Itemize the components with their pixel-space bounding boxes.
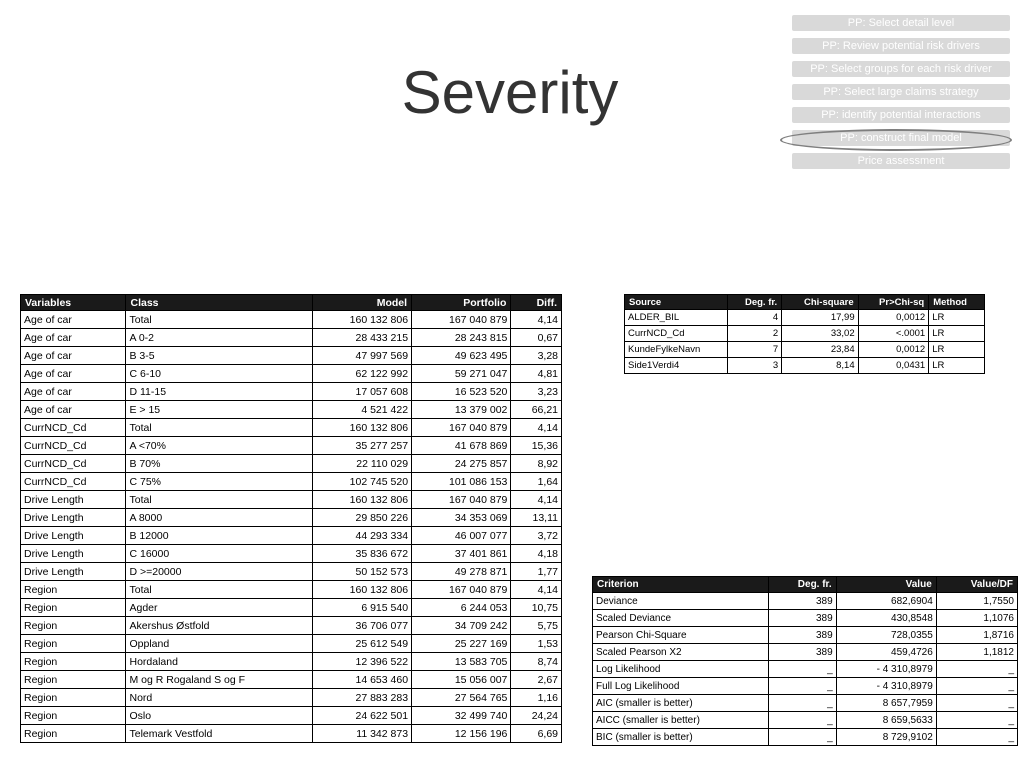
table-cell: Total <box>126 581 312 599</box>
table-cell: 4,14 <box>511 311 562 329</box>
table-cell: 0,0012 <box>858 342 929 358</box>
table-cell: 22 110 029 <box>312 455 411 473</box>
table-cell: 1,53 <box>511 635 562 653</box>
table-cell: _ <box>768 695 836 712</box>
table-row <box>625 342 985 358</box>
table-cell: 34 353 069 <box>412 509 511 527</box>
nav-step-button[interactable]: Price assessment <box>792 153 1010 169</box>
table-cell: 25 227 169 <box>412 635 511 653</box>
table-cell: 36 706 077 <box>312 617 411 635</box>
table-row <box>593 695 1018 712</box>
table-cell: Region <box>21 599 126 617</box>
table-cell: Drive Length <box>21 545 126 563</box>
table-cell: Side1Verdi4 <box>625 358 728 374</box>
table-row <box>21 563 562 581</box>
table-row <box>21 653 562 671</box>
table-cell: 50 152 573 <box>312 563 411 581</box>
column-header: Deg. fr. <box>728 295 782 310</box>
table-cell: 167 040 879 <box>412 311 511 329</box>
table-cell: _ <box>768 678 836 695</box>
table-cell: Deviance <box>593 593 769 610</box>
table-cell: 13,11 <box>511 509 562 527</box>
column-header: Criterion <box>593 577 769 593</box>
table-cell: 167 040 879 <box>412 419 511 437</box>
table-cell: KundeFylkeNavn <box>625 342 728 358</box>
table-cell: Total <box>126 419 312 437</box>
table-cell: 1,1076 <box>936 610 1017 627</box>
table-row <box>21 401 562 419</box>
table-row <box>21 707 562 725</box>
table-cell: 6,69 <box>511 725 562 743</box>
table-cell: 3,23 <box>511 383 562 401</box>
table-cell: Age of car <box>21 365 126 383</box>
table-cell: 8,14 <box>782 358 858 374</box>
table-cell: 0,67 <box>511 329 562 347</box>
table-cell: 389 <box>768 593 836 610</box>
table-cell: 0,0012 <box>858 310 929 326</box>
nav-step-button[interactable]: PP: Select groups for each risk driver <box>792 61 1010 77</box>
table-row <box>21 437 562 455</box>
table-row <box>593 729 1018 746</box>
table-cell: 41 678 869 <box>412 437 511 455</box>
table-cell: 10,75 <box>511 599 562 617</box>
table-cell: Oppland <box>126 635 312 653</box>
table-row <box>593 627 1018 644</box>
table-cell: 682,6904 <box>836 593 936 610</box>
table-cell: C 6-10 <box>126 365 312 383</box>
table-row <box>593 644 1018 661</box>
nav-step-button[interactable]: PP: Select large claims strategy <box>792 84 1010 100</box>
table-cell: 4,14 <box>511 419 562 437</box>
table-cell: 4,18 <box>511 545 562 563</box>
table-cell: 59 271 047 <box>412 365 511 383</box>
table-cell: 49 278 871 <box>412 563 511 581</box>
nav-step-button[interactable]: PP: identify potential interactions <box>792 107 1010 123</box>
table-row <box>593 661 1018 678</box>
table-cell: 8 657,7959 <box>836 695 936 712</box>
table-cell: 8 659,5633 <box>836 712 936 729</box>
table-cell: 3,72 <box>511 527 562 545</box>
table-cell: Telemark Vestfold <box>126 725 312 743</box>
table-cell: 49 623 495 <box>412 347 511 365</box>
table-row <box>21 689 562 707</box>
table-cell: 28 243 815 <box>412 329 511 347</box>
table-cell: 389 <box>768 610 836 627</box>
nav-step-button[interactable]: PP: Review potential risk drivers <box>792 38 1010 54</box>
column-header: Diff. <box>511 295 562 311</box>
table-cell: Region <box>21 671 126 689</box>
table-cell: 44 293 334 <box>312 527 411 545</box>
table-cell: 1,8716 <box>936 627 1017 644</box>
table-cell: <.0001 <box>858 326 929 342</box>
table-row <box>593 593 1018 610</box>
table-row <box>21 527 562 545</box>
table-cell: 34 709 242 <box>412 617 511 635</box>
table-cell: B 3-5 <box>126 347 312 365</box>
table-cell: 8,92 <box>511 455 562 473</box>
table-cell: 2 <box>728 326 782 342</box>
table-cell: _ <box>936 712 1017 729</box>
table-cell: 6 244 053 <box>412 599 511 617</box>
table-cell: AIC (smaller is better) <box>593 695 769 712</box>
table-header-row <box>21 295 562 311</box>
table-cell: ALDER_BIL <box>625 310 728 326</box>
table-cell: 459,4726 <box>836 644 936 661</box>
table-row <box>21 581 562 599</box>
column-header: Variables <box>21 295 126 311</box>
table-row <box>21 419 562 437</box>
table-cell: 24 622 501 <box>312 707 411 725</box>
column-header: Pr>Chi-sq <box>858 295 929 310</box>
table-cell: Age of car <box>21 347 126 365</box>
table-cell: 13 583 705 <box>412 653 511 671</box>
table-cell: Scaled Deviance <box>593 610 769 627</box>
table-cell: 102 745 520 <box>312 473 411 491</box>
table-cell: LR <box>929 358 985 374</box>
table-cell: 4 521 422 <box>312 401 411 419</box>
table-cell: 15 056 007 <box>412 671 511 689</box>
type3-analysis-table <box>624 294 985 374</box>
table-row <box>21 473 562 491</box>
table-cell: A <70% <box>126 437 312 455</box>
table-cell: Agder <box>126 599 312 617</box>
column-header: Value/DF <box>936 577 1017 593</box>
table-cell: _ <box>936 729 1017 746</box>
table-row <box>21 671 562 689</box>
table-row <box>21 545 562 563</box>
table-row <box>21 329 562 347</box>
table-cell: Full Log Likelihood <box>593 678 769 695</box>
table-cell: 3 <box>728 358 782 374</box>
table-cell: - 4 310,8979 <box>836 678 936 695</box>
table-cell: Drive Length <box>21 491 126 509</box>
table-cell: CurrNCD_Cd <box>625 326 728 342</box>
table-cell: Region <box>21 725 126 743</box>
column-header: Model <box>312 295 411 311</box>
table-cell: Drive Length <box>21 509 126 527</box>
table-cell: 37 401 861 <box>412 545 511 563</box>
table-cell: 160 132 806 <box>312 491 411 509</box>
table-row <box>625 358 985 374</box>
table-cell: Scaled Pearson X2 <box>593 644 769 661</box>
table-cell: Log Likelihood <box>593 661 769 678</box>
table-cell: Region <box>21 689 126 707</box>
table-row <box>21 635 562 653</box>
table-cell: 389 <box>768 627 836 644</box>
table-row <box>21 311 562 329</box>
table-cell: Drive Length <box>21 563 126 581</box>
table-cell: AICC (smaller is better) <box>593 712 769 729</box>
table-header-row <box>593 577 1018 593</box>
table-cell: 728,0355 <box>836 627 936 644</box>
table-row <box>21 365 562 383</box>
table-cell: 4 <box>728 310 782 326</box>
table-cell: 160 132 806 <box>312 419 411 437</box>
table-cell: C 16000 <box>126 545 312 563</box>
table-cell: D >=20000 <box>126 563 312 581</box>
table-cell: Drive Length <box>21 527 126 545</box>
table-cell: LR <box>929 310 985 326</box>
table-cell: 27 883 283 <box>312 689 411 707</box>
table-cell: 25 612 549 <box>312 635 411 653</box>
table-cell: 35 277 257 <box>312 437 411 455</box>
table-cell: 167 040 879 <box>412 491 511 509</box>
table-cell: 8 729,9102 <box>836 729 936 746</box>
table-cell: 4,14 <box>511 491 562 509</box>
table-cell: 1,64 <box>511 473 562 491</box>
table-cell: C 75% <box>126 473 312 491</box>
table-header-row <box>625 295 985 310</box>
table-cell: 17 057 608 <box>312 383 411 401</box>
column-header: Class <box>126 295 312 311</box>
table-cell: 15,36 <box>511 437 562 455</box>
table-cell: B 12000 <box>126 527 312 545</box>
table-cell: BIC (smaller is better) <box>593 729 769 746</box>
page-title: Severity <box>401 59 619 126</box>
table-cell: 167 040 879 <box>412 581 511 599</box>
column-header: Method <box>929 295 985 310</box>
process-navigation <box>792 15 1010 176</box>
table-cell: Age of car <box>21 401 126 419</box>
table-cell: 1,7550 <box>936 593 1017 610</box>
table-cell: 2,67 <box>511 671 562 689</box>
table-cell: 1,1812 <box>936 644 1017 661</box>
table-cell: 66,21 <box>511 401 562 419</box>
table-cell: 1,77 <box>511 563 562 581</box>
table-cell: 17,99 <box>782 310 858 326</box>
table-cell: 101 086 153 <box>412 473 511 491</box>
table-cell: Pearson Chi-Square <box>593 627 769 644</box>
table-cell: 5,75 <box>511 617 562 635</box>
table-cell: B 70% <box>126 455 312 473</box>
table-cell: 3,28 <box>511 347 562 365</box>
table-cell: 11 342 873 <box>312 725 411 743</box>
table-cell: 4,81 <box>511 365 562 383</box>
table-cell: 160 132 806 <box>312 311 411 329</box>
table-row <box>593 712 1018 729</box>
table-cell: 389 <box>768 644 836 661</box>
table-cell: D 11-15 <box>126 383 312 401</box>
table-row <box>593 610 1018 627</box>
table-row <box>21 491 562 509</box>
table-row <box>21 509 562 527</box>
column-header: Deg. fr. <box>768 577 836 593</box>
table-cell: 24,24 <box>511 707 562 725</box>
table-cell: _ <box>936 661 1017 678</box>
table-cell: 62 122 992 <box>312 365 411 383</box>
table-cell: 27 564 765 <box>412 689 511 707</box>
table-cell: - 4 310,8979 <box>836 661 936 678</box>
table-cell: Region <box>21 617 126 635</box>
table-cell: CurrNCD_Cd <box>21 473 126 491</box>
table-cell: 46 007 077 <box>412 527 511 545</box>
table-cell: _ <box>768 729 836 746</box>
column-header: Source <box>625 295 728 310</box>
table-cell: 28 433 215 <box>312 329 411 347</box>
table-cell: 4,14 <box>511 581 562 599</box>
table-row <box>21 617 562 635</box>
table-row <box>21 455 562 473</box>
table-cell: 47 997 569 <box>312 347 411 365</box>
goodness-of-fit-table <box>592 576 1018 746</box>
table-cell: 12 396 522 <box>312 653 411 671</box>
column-header: Value <box>836 577 936 593</box>
table-cell: Region <box>21 653 126 671</box>
table-row <box>21 347 562 365</box>
table-cell: 8,74 <box>511 653 562 671</box>
table-cell: 7 <box>728 342 782 358</box>
table-cell: 160 132 806 <box>312 581 411 599</box>
table-cell: Age of car <box>21 383 126 401</box>
table-cell: Akershus Østfold <box>126 617 312 635</box>
table-cell: 6 915 540 <box>312 599 411 617</box>
table-row <box>21 383 562 401</box>
table-cell: 23,84 <box>782 342 858 358</box>
table-cell: A 8000 <box>126 509 312 527</box>
table-cell: CurrNCD_Cd <box>21 419 126 437</box>
table-cell: Nord <box>126 689 312 707</box>
table-cell: _ <box>768 661 836 678</box>
table-cell: 24 275 857 <box>412 455 511 473</box>
table-cell: _ <box>936 695 1017 712</box>
table-cell: 29 850 226 <box>312 509 411 527</box>
table-cell: _ <box>936 678 1017 695</box>
table-row <box>593 678 1018 695</box>
table-cell: 14 653 460 <box>312 671 411 689</box>
table-cell: 16 523 520 <box>412 383 511 401</box>
table-cell: Total <box>126 491 312 509</box>
table-cell: 13 379 002 <box>412 401 511 419</box>
table-cell: E > 15 <box>126 401 312 419</box>
table-cell: Region <box>21 581 126 599</box>
table-cell: A 0-2 <box>126 329 312 347</box>
nav-step-button[interactable]: PP: Select detail level <box>792 15 1010 31</box>
table-cell: Age of car <box>21 329 126 347</box>
table-cell: 0,0431 <box>858 358 929 374</box>
table-cell: 35 836 672 <box>312 545 411 563</box>
table-cell: Hordaland <box>126 653 312 671</box>
table-cell: Oslo <box>126 707 312 725</box>
table-cell: CurrNCD_Cd <box>21 437 126 455</box>
table-cell: Region <box>21 707 126 725</box>
nav-step-button[interactable]: PP: construct final model <box>792 130 1010 146</box>
table-row <box>21 725 562 743</box>
table-cell: 32 499 740 <box>412 707 511 725</box>
table-cell: 430,8548 <box>836 610 936 627</box>
table-cell: LR <box>929 326 985 342</box>
relativity-validation-table <box>20 294 562 743</box>
table-cell: Age of car <box>21 311 126 329</box>
table-cell: LR <box>929 342 985 358</box>
table-cell: M og R Rogaland S og F <box>126 671 312 689</box>
table-cell: 1,16 <box>511 689 562 707</box>
table-cell: Region <box>21 635 126 653</box>
table-cell: 33,02 <box>782 326 858 342</box>
table-row <box>21 599 562 617</box>
table-cell: 12 156 196 <box>412 725 511 743</box>
column-header: Chi-square <box>782 295 858 310</box>
table-row <box>625 310 985 326</box>
column-header: Portfolio <box>412 295 511 311</box>
table-cell: Total <box>126 311 312 329</box>
table-row <box>625 326 985 342</box>
table-cell: _ <box>768 712 836 729</box>
table-cell: CurrNCD_Cd <box>21 455 126 473</box>
